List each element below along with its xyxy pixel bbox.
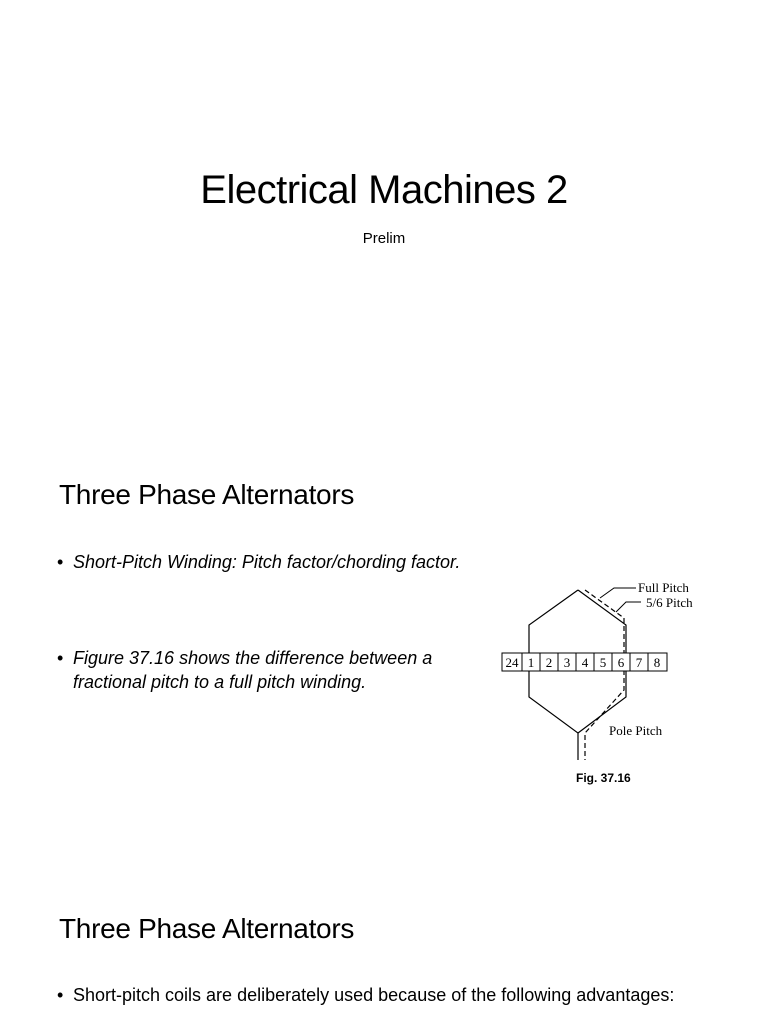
slot-number: 5 (599, 655, 607, 670)
full-pitch-label: Full Pitch (638, 580, 689, 595)
bullet-dot: • (57, 648, 64, 668)
presentation-title: Electrical Machines 2 (200, 168, 568, 212)
bullet-text: Figure 37.16 shows the difference between a fractional pitch to a full pitch winding. (73, 648, 433, 692)
full-pitch-coil-left (529, 590, 578, 760)
slide-heading: Three Phase Alternators (59, 913, 355, 944)
full-pitch-leader (600, 588, 636, 598)
slide-heading: Three Phase Alternators (59, 479, 355, 510)
slot-number: 24 (505, 655, 519, 670)
slot-number: 7 (635, 655, 643, 670)
short-pitch-label: 5/6 Pitch (646, 595, 693, 610)
bullet-list (57, 550, 497, 694)
winding-diagram (496, 570, 716, 770)
slot-number: 1 (527, 655, 535, 670)
bullet-text: Short-Pitch Winding: Pitch factor/chording factor. (73, 552, 461, 572)
bullet-list (57, 983, 697, 1007)
bullet-text: Short-pitch coils are deliberately used because of the following advantages: (73, 985, 675, 1005)
slot-number: 8 (653, 655, 661, 670)
slot-number: 3 (563, 655, 571, 670)
slot-number: 6 (617, 655, 625, 670)
short-pitch-leader (616, 602, 641, 612)
title-slide (0, 0, 768, 420)
bullet-dot: • (57, 985, 64, 1005)
presentation-subtitle: Prelim (362, 230, 406, 247)
slot-row (502, 653, 667, 671)
slot-number: 2 (545, 655, 553, 670)
bullet-dot: • (57, 552, 64, 572)
slide-short-pitch-advantages (0, 872, 768, 1024)
slot-number: 4 (581, 655, 589, 670)
bullet-item (57, 983, 697, 1007)
bullet-item (57, 646, 497, 694)
pitch-winding-figure (496, 570, 716, 800)
slide-short-pitch-winding (0, 430, 768, 862)
pole-pitch-label: Pole Pitch (609, 723, 663, 738)
figure-caption: Fig. 37.16 (576, 771, 631, 785)
bullet-item (57, 550, 497, 574)
